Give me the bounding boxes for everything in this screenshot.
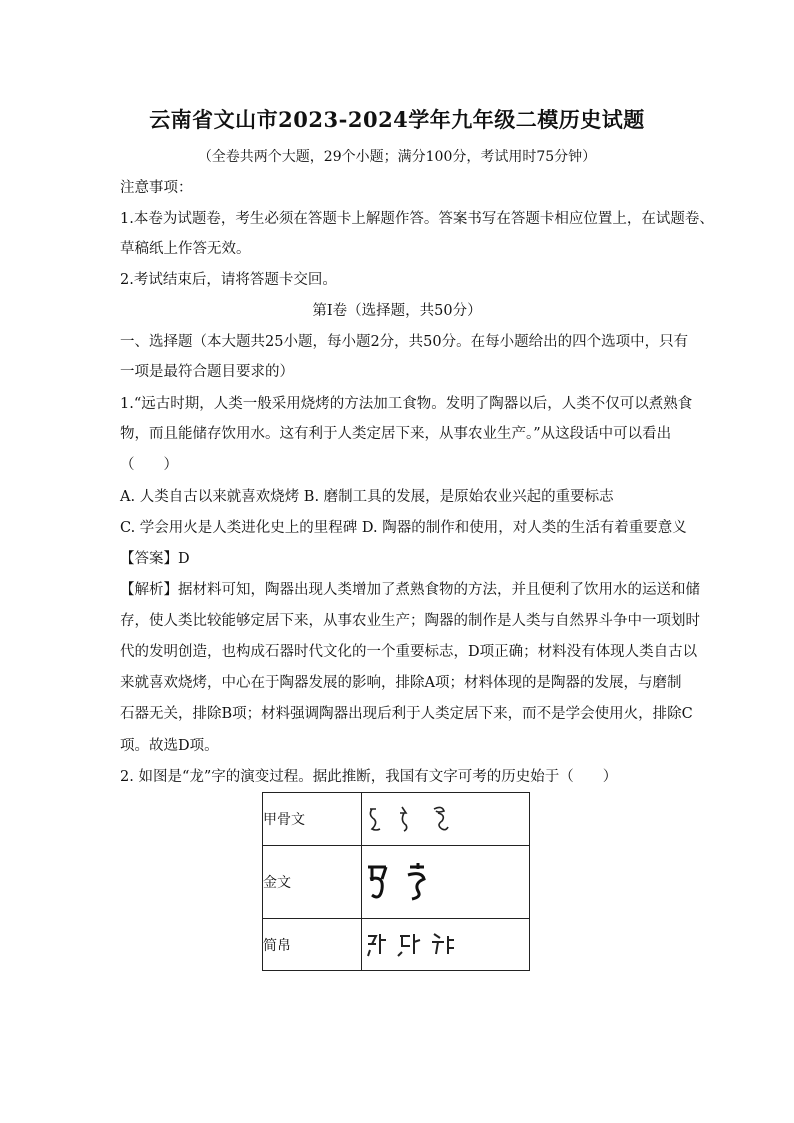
q1-analysis-2: 存，使人类比较能够定居下来，从事农业生产；陶器的制作是人类与自然界斗争中一项划时: [120, 613, 700, 629]
script-label-bamboo-silk: 简帛: [263, 919, 362, 971]
q1-analysis-5: 石器无关，排除B项；材料强调陶器出现后利于人类定居下来，而不是学会使用火，排除C: [120, 706, 693, 722]
q1-options-cd: C. 学会用火是人类进化史上的里程碑 D. 陶器的制作和使用，对人类的生活有着重要意义: [120, 520, 687, 536]
bronze-dragon-icon: [362, 857, 472, 907]
q1-answer: 【答案】D: [120, 551, 190, 567]
q1-options-ab: A. 人类自古以来就喜欢烧烤 B. 磨制工具的发展，是原始农业兴起的重要标志: [120, 489, 614, 505]
q1-analysis-6: 项。故选D项。: [120, 738, 219, 754]
dragon-character-table: [262, 792, 530, 971]
q1-stem-a: 1.“远古时期，人类一般采用烧烤的方法加工食物。发明了陶器以后，人类不仅可以煮熟食: [120, 396, 693, 412]
page-subtitle: （全卷共两个大题，29个小题；满分100分，考试用时75分钟）: [197, 149, 597, 165]
bamboo-dragon-icon: [362, 930, 472, 960]
bamboo-silk-dragon-glyphs: [362, 919, 530, 971]
q1-analysis-3: 代的发明创造，也构成石器时代文化的一个重要标志，D项正确；材料没有体现人类自古以: [120, 644, 698, 660]
notice-item-1a: 1.本卷为试题卷，考生必须在答题卡上解题作答。答案书写在答题卡相应位置上，在试题卷、: [120, 211, 714, 227]
q1-stem-b: 物，而且能储存饮用水。这有利于人类定居下来，从事农业生产。”从这段话中可以看出: [120, 426, 672, 442]
table-row: [263, 846, 530, 919]
q1-analysis-1: 【解析】据材料可知，陶器出现人类增加了煮熟食物的方法，并且便利了饮用水的运送和储: [120, 582, 700, 598]
bronze-dragon-glyphs: [362, 846, 530, 919]
section-intro-a: 一、选择题（本大题共25小题，每小题2分，共50分。在每小题给出的四个选项中，只有: [120, 334, 689, 350]
table-row: [263, 793, 530, 846]
oracle-bone-dragon-glyphs: [362, 793, 530, 846]
script-label-bronze: 金文: [263, 846, 362, 919]
section-intro-b: 一项是最符合题目要求的）: [120, 364, 294, 380]
q2-stem: 2. 如图是“龙”字的演变过程。据此推断，我国有文字可考的历史始于（ ）: [120, 769, 618, 785]
q1-blank: （ ）: [120, 457, 178, 473]
notice-item-1b: 草稿纸上作答无效。: [120, 241, 251, 257]
oracle-dragon-icon: [362, 803, 472, 835]
notice-item-2: 2.考试结束后，请将答题卡交回。: [120, 272, 337, 288]
script-label-oracle: 甲骨文: [263, 793, 362, 846]
notice-heading: 注意事项：: [120, 180, 193, 196]
q1-analysis-4: 来就喜欢烧烤，中心在于陶器发展的影响，排除A项；材料体现的是陶器的发展，与磨制: [120, 675, 682, 691]
table-row: [263, 919, 530, 971]
page-title: 云南省文山市2023-2024学年九年级二模历史试题: [149, 107, 645, 132]
section-title: 第Ⅰ卷（选择题，共50分）: [312, 303, 482, 319]
